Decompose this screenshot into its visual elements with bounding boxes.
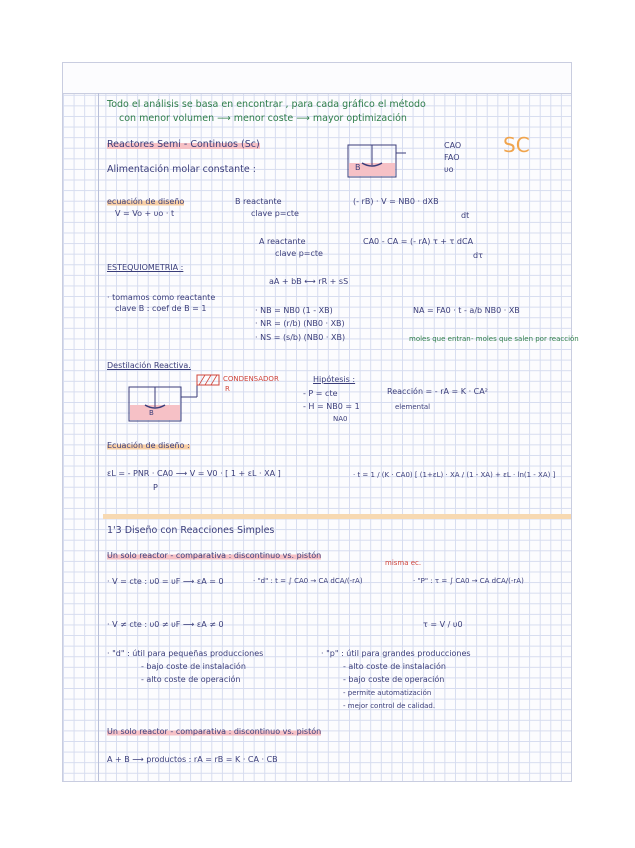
condensador-label: CONDENSADOR	[223, 375, 279, 383]
elemental-label: elemental	[395, 403, 431, 411]
moles-entran: moles que entran	[409, 335, 471, 343]
t-eq: · t = 1 / (K · CA0) [ (1+εL) · XA / (1 - XA) + εL · ln(1 - XA) ]	[353, 471, 556, 479]
reactores-title: Reactores Semi - Continuos (Sc)	[107, 139, 260, 150]
nr-eq: · NR = (r/b) (NB0 · XB)	[255, 319, 345, 328]
b-eq-den: dt	[461, 211, 470, 220]
tomamos-line2: clave B : coef de B = 1	[115, 304, 207, 313]
p-bajo: - bajo coste de operación	[343, 675, 445, 684]
ecuacion-diseno2-title: Ecuación de diseño :	[107, 441, 190, 450]
ecuacion-diseno-title: ecuación de diseño	[107, 197, 185, 206]
sc-label: SC	[503, 133, 530, 157]
nb-eq: · NB = NB0 (1 - XB)	[255, 306, 333, 315]
header-band	[63, 63, 571, 94]
d-eq: · "d" : t = ∫ CA0 → CA dCA/(-rA)	[253, 577, 363, 585]
alimentacion-subtitle: Alimentación molar constante :	[107, 164, 256, 175]
vneq-eq: · V ≠ cte : υ0 ≠ υF ⟶ εA ≠ 0	[107, 620, 224, 629]
p-mejor: - mejor control de calidad.	[343, 702, 436, 710]
hipotesis-2-den: NA0	[333, 415, 348, 423]
r-label: R	[225, 385, 230, 393]
na-eq: NA = FA0 · t - a/b NB0 · XB	[413, 306, 520, 315]
intro-line2: con menor volumen ⟶ menor coste ⟶ mayor optimización	[119, 113, 407, 124]
hipotesis-1: - P = cte	[303, 389, 338, 398]
destilacion-title: Destilación Reactiva.	[107, 361, 191, 370]
fao-label: FAO	[444, 153, 460, 162]
d-alto: - alto coste de operación	[141, 675, 241, 684]
vo-label: υo	[444, 165, 454, 174]
p-auto: - permite automatización	[343, 689, 432, 697]
el-eq: εL = - PNR · CA0 ⟶ V = V0 · [ 1 + εL · XA ]	[107, 469, 281, 478]
a-reactante: A reactante	[259, 237, 306, 246]
p-alto: - alto coste de instalación	[343, 662, 446, 671]
tomamos-line1: · tomamos como reactante	[107, 293, 216, 302]
b-reactante: B reactante	[235, 197, 282, 206]
section-divider	[103, 514, 571, 519]
eq-v: V = Vo + υo · t	[115, 209, 175, 218]
b-eq: (- rB) · V = NB0 · dXB	[353, 197, 439, 206]
seccion13-sub1: Un solo reactor - comparativa : discontinuo vs. pistón	[107, 551, 322, 560]
ab-eq: A + B ⟶ productos : rA = rB = K · CA · CB	[107, 755, 278, 764]
notebook-page	[62, 62, 579, 782]
reactor-b-label: B	[355, 163, 361, 172]
p-util: · "p" : útil para grandes producciones	[321, 649, 471, 658]
intro-line1: Todo el análisis se basa en encontrar , para cada gráfico el método	[107, 99, 426, 110]
cao-label: CAO	[444, 141, 462, 150]
hipotesis-title: Hipótesis :	[313, 375, 356, 384]
ns-eq: · NS = (s/b) (NB0 · XB)	[255, 333, 346, 342]
d-bajo: - bajo coste de instalación	[141, 662, 246, 671]
d-util: · "d" : útil para pequeñas producciones	[107, 649, 264, 658]
a-clave: clave p=cte	[275, 249, 323, 258]
reaction-eq: aA + bB ⟷ rR + sS	[269, 277, 349, 286]
seccion13-title: 1'3 Diseño con Reacciones Simples	[107, 525, 275, 536]
destilacion-b-label: B	[149, 409, 154, 417]
tau-eq: τ = V / υ0	[423, 620, 463, 629]
seccion13-sub2: Un solo reactor - comparativa : discontinuo vs. pistón	[107, 727, 322, 736]
el-eq-den: P	[153, 483, 158, 492]
a-eq-den: dτ	[473, 251, 483, 260]
hipotesis-2: - H = NB0 = 1	[303, 402, 360, 411]
b-clave: clave p=cte	[251, 209, 299, 218]
margin-line	[98, 93, 99, 781]
a-eq: CA0 - CA = (- rA) τ + τ dCA	[363, 237, 474, 246]
vcte-eq: · V = cte : υ0 = υF ⟶ εA = 0	[107, 577, 224, 586]
p-eq: · "P" : τ = ∫ CA0 → CA dCA/(-rA)	[413, 577, 524, 585]
reaccion-eq: Reacción = - rA = K · CA²	[387, 387, 488, 396]
estequiometria-title: ESTEQUIOMETRIA :	[107, 263, 184, 272]
destilacion-sketch-icon	[127, 373, 227, 425]
moles-salen: - moles que salen por reacción	[471, 335, 579, 343]
misma-ec-label: misma ec.	[385, 559, 422, 567]
